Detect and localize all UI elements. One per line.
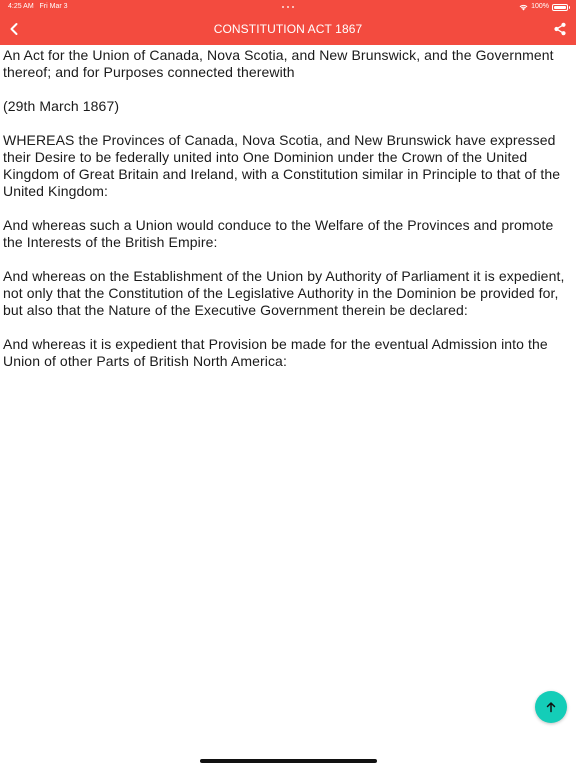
paragraph: And whereas on the Establishment of the Union by Authority of Parliament it is expedient, not only that the Constitution of the Legislative Authority in the Dominion be provided for, but also that the Nature of the Executive Government therein be declared: <box>3 268 565 318</box>
arrow-up-icon <box>545 701 557 713</box>
navigation-bar <box>0 14 576 45</box>
chevron-left-icon <box>7 22 21 36</box>
scroll-to-top-button[interactable] <box>535 691 567 723</box>
share-button[interactable] <box>548 17 572 41</box>
paragraph: And whereas it is expedient that Provision be made for the eventual Admission into the Union of other Parts of British North America: <box>3 336 548 369</box>
paragraph-title: An Act for the Union of Canada, Nova Scotia, and New Brunswick, and the Government thereof; and for Purposes connected therewith <box>3 47 554 80</box>
paragraph: WHEREAS the Provinces of Canada, Nova Scotia, and New Brunswick have expressed their Desire to be federally united into One Dominion under the Crown of the United Kingdom of Great Britain and Ireland, with a Constitution similar in Principle to that of the United Kingdom: <box>3 132 561 199</box>
back-button[interactable] <box>2 17 26 41</box>
document-text[interactable] <box>3 47 573 727</box>
status-indicators <box>519 0 568 14</box>
home-indicator[interactable] <box>200 759 377 763</box>
battery-icon <box>552 4 568 11</box>
wifi-icon <box>519 4 528 11</box>
status-time-date <box>8 0 68 14</box>
multitasking-dots-icon[interactable] <box>280 0 296 14</box>
paragraph: And whereas such a Union would conduce to the Welfare of the Provinces and promote the Interests of the British Empire: <box>3 217 554 250</box>
top-bar <box>0 0 576 45</box>
battery-level-fill <box>554 6 566 9</box>
share-icon <box>553 22 567 36</box>
battery-percent: 100% <box>531 3 549 10</box>
status-time: 4:25 AM <box>8 3 34 10</box>
status-date: Fri Mar 3 <box>39 3 68 10</box>
paragraph-date: (29th March 1867) <box>3 98 120 114</box>
status-bar <box>0 0 576 14</box>
page-title: CONSTITUTION ACT 1867 <box>213 22 363 36</box>
